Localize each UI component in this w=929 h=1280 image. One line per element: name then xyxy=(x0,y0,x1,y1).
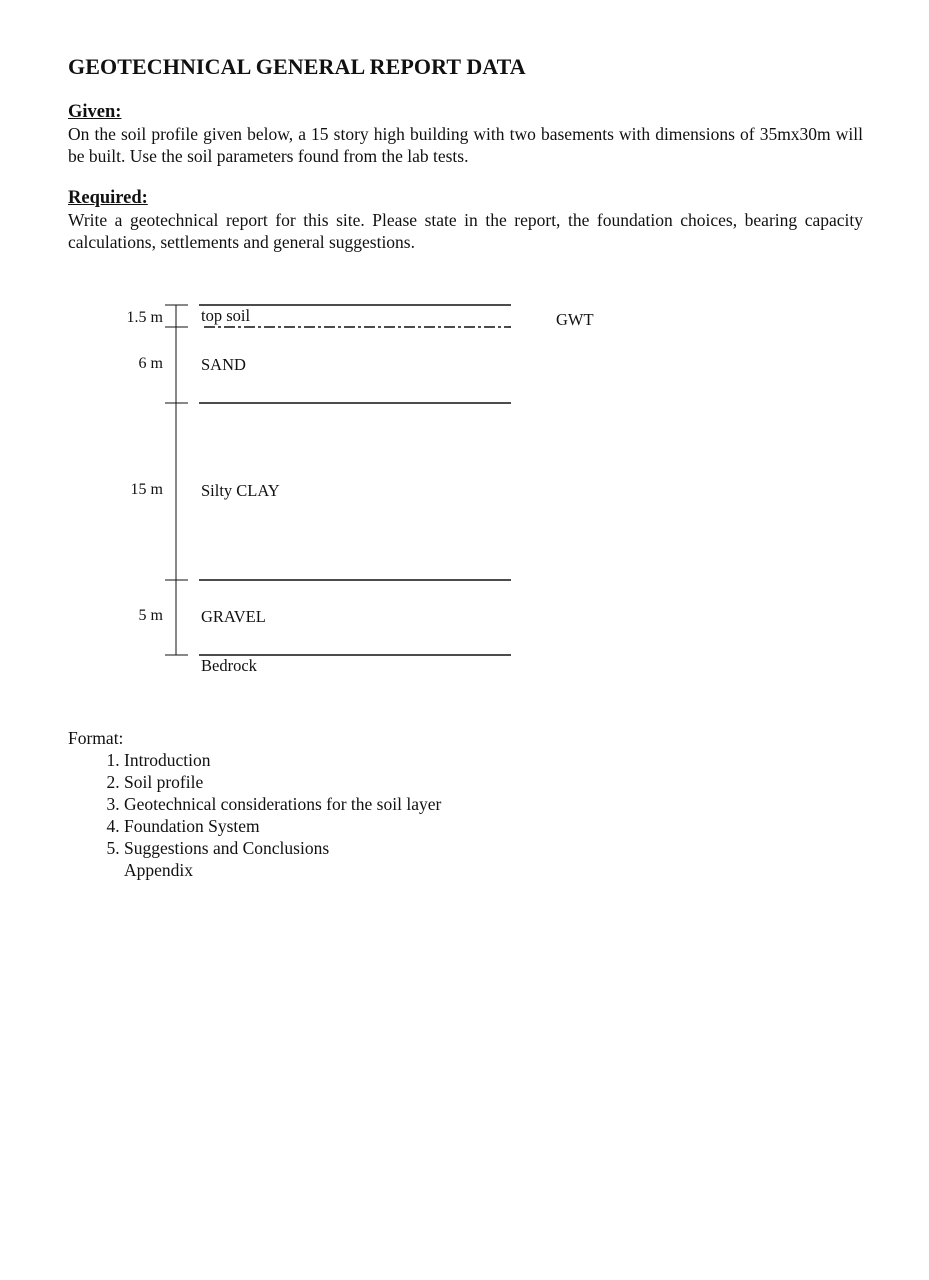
layer-label-sand: SAND xyxy=(201,355,246,374)
thickness-label-top-soil: 1.5 m xyxy=(126,309,163,326)
list-item: 3. Geotechnical considerations for the soil layer xyxy=(124,793,441,815)
list-item: 1. Introduction xyxy=(124,749,441,771)
thickness-label-gravel: 5 m xyxy=(138,607,163,624)
required-heading: Required: xyxy=(68,188,148,208)
required-text: Write a geotechnical report for this site. Please state in the report, the foundation choices, bearing capacity calculations, settlements and general suggestions. xyxy=(68,210,863,252)
thickness-label-clay: 15 m xyxy=(130,481,163,498)
page-title: GEOTECHNICAL GENERAL REPORT DATA xyxy=(68,54,526,79)
list-item: 2. Soil profile xyxy=(124,771,441,793)
format-section xyxy=(68,727,441,881)
layer-label-top-soil: top soil xyxy=(201,306,251,325)
given-heading: Given: xyxy=(68,102,122,122)
given-text: On the soil profile given below, a 15 story high building with two basements with dimensions of 35mx30m will be built. Use the soil parameters found from the lab tests. xyxy=(68,124,863,166)
appendix-item: Appendix xyxy=(124,860,194,880)
layer-label-gravel: GRAVEL xyxy=(201,607,266,626)
required-section xyxy=(68,187,863,253)
list-item: 4. Foundation System xyxy=(124,815,441,837)
layer-label-bedrock: Bedrock xyxy=(201,656,257,675)
gwt-label: GWT xyxy=(556,310,594,329)
format-list xyxy=(68,749,441,859)
thickness-label-sand: 6 m xyxy=(138,355,163,372)
format-heading: Format: xyxy=(68,728,124,748)
list-item: 5. Suggestions and Conclusions xyxy=(124,837,441,859)
layer-label-clay: Silty CLAY xyxy=(201,481,280,500)
given-section xyxy=(68,101,863,167)
